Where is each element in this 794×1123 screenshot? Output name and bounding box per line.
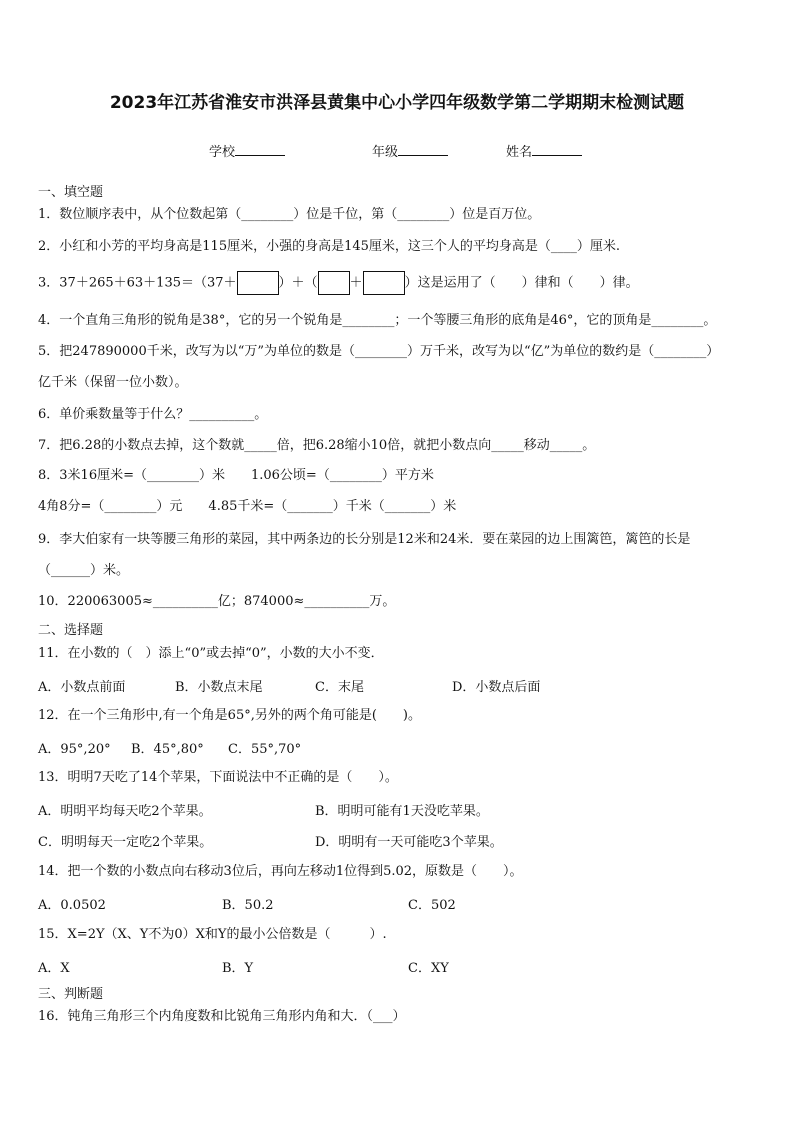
question-6: 6．单价乘数量等于什么？__________。: [38, 407, 268, 422]
option-a[interactable]: A．X: [38, 961, 70, 976]
grade-field[interactable]: 年级: [372, 141, 448, 160]
question-12: 12．在一个三角形中,有一个角是65°,另外的两个角可能是( )。: [38, 708, 421, 723]
option-c[interactable]: C．末尾: [315, 680, 364, 695]
question-5-continued: 亿千米（保留一位小数）。: [38, 375, 188, 390]
name-field[interactable]: 姓名: [506, 141, 582, 160]
option-d[interactable]: D．明明有一天可能吃3个苹果。: [315, 835, 503, 850]
option-b[interactable]: B．45°,80°: [131, 742, 204, 757]
question-9-continued: （______）米。: [38, 563, 130, 578]
question-9: 9．李大伯家有一块等腰三角形的菜园，其中两条边的长分别是12米和24米．要在菜园的边上围篱笆，篱笆的长是: [38, 532, 691, 547]
option-b[interactable]: B．50.2: [222, 898, 274, 913]
question-10: 10．220063005≈__________亿；874000≈__________万。: [38, 594, 396, 609]
question-4: 4．一个直角三角形的锐角是38°，它的另一个锐角是________；一个等腰三角形的底角是46°，它的顶角是________。: [38, 313, 717, 328]
question-8: 8．3米16厘米=（________）米 1.06公顷=（________）平方米: [38, 468, 434, 483]
name-blank[interactable]: [532, 143, 582, 156]
section-judgement: 三、判断题: [38, 987, 104, 1002]
option-c[interactable]: C．明明每天一定吃2个苹果。: [38, 835, 213, 850]
question-16: 16．钝角三角形三个内角度数和比锐角三角形内角和大．（___）: [38, 1009, 406, 1024]
question-13: 13．明明7天吃了14个苹果，下面说法中不正确的是（ ）。: [38, 770, 398, 785]
option-c[interactable]: C．502: [408, 898, 456, 913]
section-fill-blank: 一、填空题: [38, 185, 104, 200]
option-b[interactable]: B．明明可能有1天没吃苹果。: [315, 804, 489, 819]
answer-box[interactable]: [318, 271, 350, 295]
answer-box[interactable]: [237, 271, 279, 295]
school-blank[interactable]: [235, 143, 285, 156]
school-field[interactable]: 学校: [209, 141, 285, 160]
option-a[interactable]: A．0.0502: [38, 898, 106, 913]
option-c[interactable]: C．XY: [408, 961, 449, 976]
question-11: 11．在小数的（ ）添上“0”或去掉“0”，小数的大小不变．: [38, 646, 384, 661]
option-c[interactable]: C．55°,70°: [228, 742, 302, 757]
option-a[interactable]: A．小数点前面: [38, 680, 126, 695]
option-a[interactable]: A．明明平均每天吃2个苹果。: [38, 804, 212, 819]
question-14: 14．把一个数的小数点向右移动3位后，再向左移动1位得到5.02，原数是（ ）。: [38, 864, 523, 879]
question-8-continued: 4角8分=（________）元 4.85千米=（_______）千米（_______）米: [38, 499, 457, 514]
option-b[interactable]: B．Y: [222, 961, 254, 976]
section-choice: 二、选择题: [38, 623, 104, 638]
question-3: 3．37＋265＋63＋135＝（37＋ ）＋（ ＋ ）这是运用了（ ）律和（ ）律。: [38, 271, 639, 295]
option-a[interactable]: A．95°,20°: [38, 742, 111, 757]
question-2: 2．小红和小芳的平均身高是115厘米，小强的身高是145厘米，这三个人的平均身高是（____）厘米.: [38, 239, 621, 254]
question-5: 5．把247890000千米，改写为以“万”为单位的数是（________）万千米，改写为以“亿”为单位的数约是（________）: [38, 344, 720, 359]
answer-box[interactable]: [363, 271, 405, 295]
question-7: 7．把6.28的小数点去掉，这个数就_____倍，把6.28缩小10倍，就把小数点向_____移动_____。: [38, 438, 596, 453]
option-b[interactable]: B．小数点末尾: [175, 680, 263, 695]
page-title: 2023年江苏省淮安市洪泽县黄集中心小学四年级数学第二学期期末检测试题: [109, 93, 685, 113]
option-d[interactable]: D．小数点后面: [452, 680, 541, 695]
grade-blank[interactable]: [398, 143, 448, 156]
question-1: 1．数位顺序表中，从个位数起第（________）位是千位，第（________）位是百万位。: [38, 207, 541, 222]
question-15: 15．X=2Y（X、Y不为0）X和Y的最小公倍数是（ ）.: [38, 927, 387, 942]
